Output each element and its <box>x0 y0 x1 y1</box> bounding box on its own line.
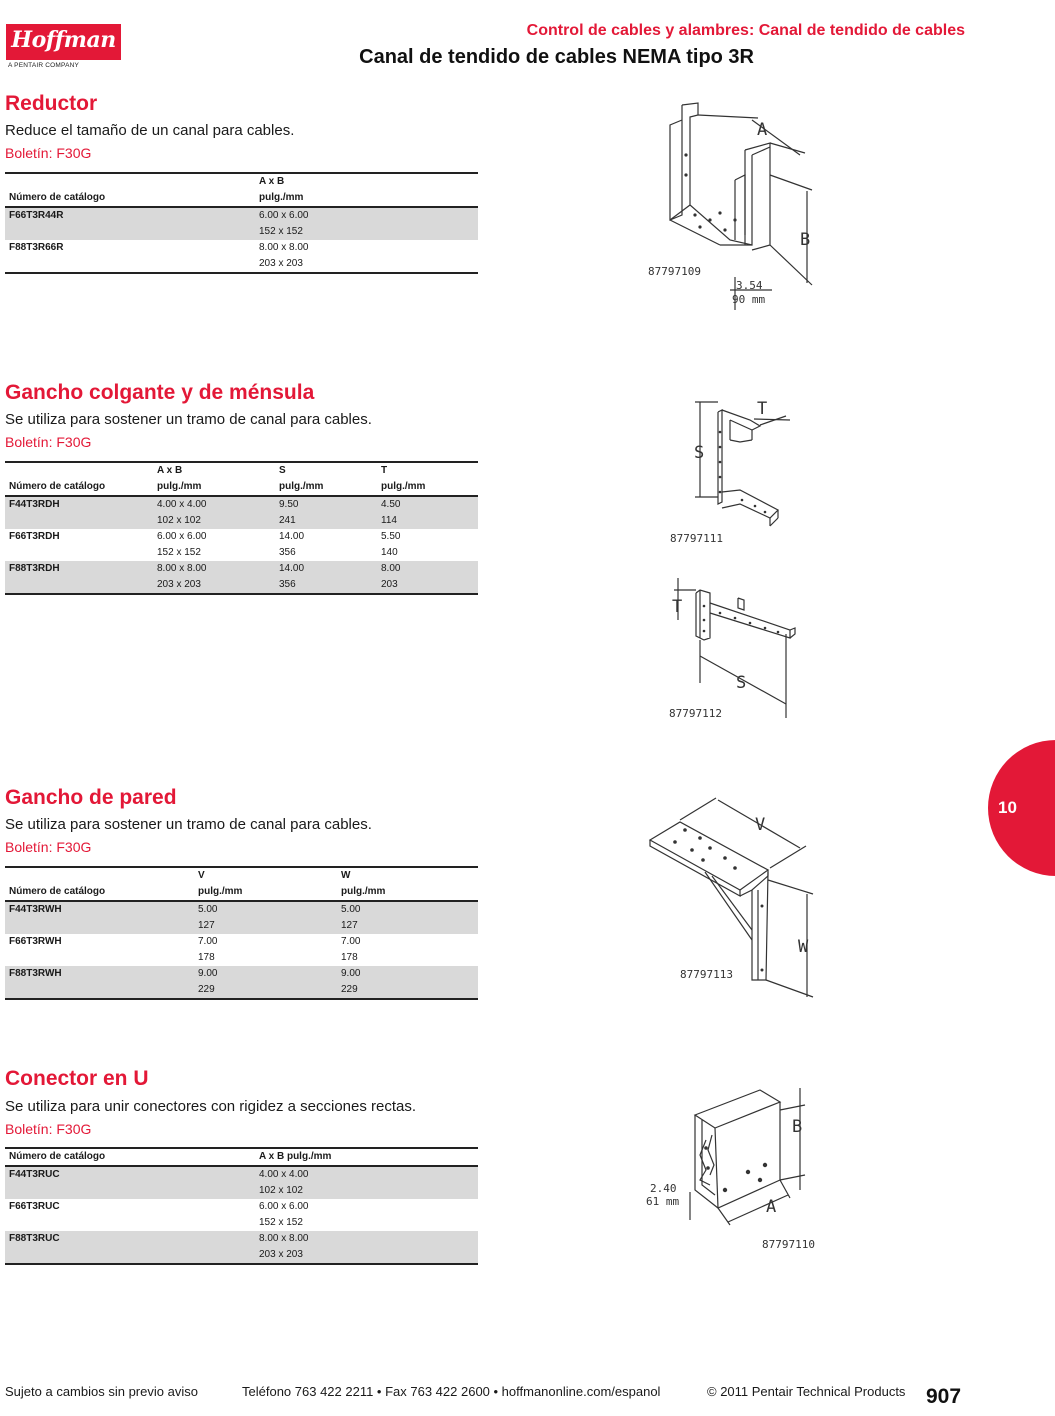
table-row <box>5 1183 478 1199</box>
cell: 4.00 x 4.00 <box>255 1166 478 1183</box>
hoffman-logo <box>6 24 121 60</box>
col-header: pulg./mm <box>255 190 478 207</box>
cell: 6.00 x 6.00 <box>157 531 207 542</box>
section-desc-gancho-colgante: Se utiliza para sostener un tramo de canal para cables. <box>5 411 372 428</box>
catalog-number: F66T3RWH <box>9 936 62 947</box>
cell: 127 <box>194 918 337 934</box>
table-row <box>5 982 478 999</box>
col-header: Número de catálogo <box>5 190 255 207</box>
figure-id: 87797113 <box>680 968 733 981</box>
section-title-gancho-pared: Gancho de pared <box>5 786 177 809</box>
cell: 14.00 <box>279 531 305 542</box>
catalog-number: F88T3R66R <box>9 242 64 253</box>
logo-subtitle: A PENTAIR COMPANY <box>8 62 80 69</box>
cell: 4.50 <box>377 496 478 513</box>
table-row <box>5 513 478 529</box>
table-row <box>5 950 478 966</box>
catalog-number: F44T3RDH <box>5 496 153 513</box>
col-header: Número de catálogo <box>5 1148 255 1166</box>
section-bulletin-reductor: Boletín: F30G <box>5 145 92 161</box>
dimension-label: W <box>798 937 809 957</box>
cell: 9.00 <box>194 966 337 982</box>
catalog-number: F66T3RDH <box>9 531 60 542</box>
col-header: T <box>381 465 388 476</box>
cell: 356 <box>279 547 296 558</box>
col-header: pulg./mm <box>337 884 478 901</box>
dimension-label: S <box>694 443 705 463</box>
cell: 102 x 102 <box>153 513 275 529</box>
col-header: pulg./mm <box>153 479 275 496</box>
dimension-label: B <box>792 1117 803 1137</box>
figure-id: 87797110 <box>762 1238 815 1251</box>
section-title-conector-u: Conector en U <box>5 1067 149 1090</box>
spec-table-gancho-colgante <box>5 461 478 595</box>
figure-id: 87797111 <box>670 532 723 545</box>
cell: 178 <box>198 952 215 963</box>
logo-text: Hoffman <box>11 27 116 53</box>
table-row <box>5 496 478 513</box>
bracket-diagram <box>660 568 810 723</box>
section-title-gancho-colgante: Gancho colgante y de ménsula <box>5 381 315 404</box>
cell: 203 x 203 <box>255 1247 478 1264</box>
cell: 7.00 <box>198 936 218 947</box>
cell: 8.00 <box>377 561 478 577</box>
col-header: A x B pulg./mm <box>255 1148 478 1166</box>
col-header: pulg./mm <box>377 479 478 496</box>
catalog-number: F88T3RWH <box>5 966 194 982</box>
col-header: A x B <box>157 465 183 476</box>
table-row <box>5 966 478 982</box>
dimension-label: A <box>757 120 768 140</box>
cell: 5.00 <box>337 901 478 918</box>
col-header: A x B <box>259 176 285 187</box>
col-header: Número de catálogo <box>5 884 194 901</box>
table-row <box>5 207 478 224</box>
header-category: Control de cables y alambres: Canal de tendido de cables <box>526 22 965 39</box>
section-bulletin-gancho-pared: Boletín: F30G <box>5 839 92 855</box>
reducer-diagram <box>640 95 820 315</box>
dimension-label: 90 mm <box>732 293 766 306</box>
cell: 14.00 <box>275 561 377 577</box>
col-header: pulg./mm <box>194 884 337 901</box>
cell: 4.00 x 4.00 <box>153 496 275 513</box>
table-row <box>5 918 478 934</box>
cell: 9.50 <box>275 496 377 513</box>
table-row <box>5 1247 478 1264</box>
dimension-label: 61 mm <box>646 1195 680 1208</box>
cell: 7.00 <box>341 936 361 947</box>
catalog-number: F66T3RUC <box>9 1201 60 1212</box>
cell: 8.00 x 8.00 <box>255 1231 478 1247</box>
catalog-number: F88T3RUC <box>5 1231 255 1247</box>
section-title-reductor: Reductor <box>5 92 98 115</box>
cell: 152 x 152 <box>259 1217 303 1228</box>
dimension-label: S <box>736 673 747 693</box>
cell: 229 <box>194 982 337 999</box>
spec-table-conector-u <box>5 1147 478 1265</box>
catalog-number: F44T3RWH <box>5 901 194 918</box>
table-row <box>5 1231 478 1247</box>
catalog-number: F66T3R44R <box>5 207 255 224</box>
table-row <box>5 240 478 256</box>
cell: 203 x 203 <box>259 258 303 269</box>
table-row <box>5 224 478 240</box>
col-header: S <box>279 465 286 476</box>
section-bulletin-gancho-colgante: Boletín: F30G <box>5 434 92 450</box>
cell: 114 <box>377 513 478 529</box>
table-row <box>5 1166 478 1183</box>
table-row <box>5 256 478 273</box>
figure-id: 87797112 <box>669 707 722 720</box>
cell: 356 <box>275 577 377 594</box>
cell: 203 x 203 <box>153 577 275 594</box>
col-header: W <box>341 870 351 881</box>
u-connector-diagram <box>640 1080 830 1255</box>
col-header: V <box>198 870 205 881</box>
chapter-tab-number: 10 <box>998 798 1017 817</box>
table-row <box>5 545 478 561</box>
cell: 5.50 <box>381 531 401 542</box>
section-desc-gancho-pared: Se utiliza para sostener un tramo de canal para cables. <box>5 816 372 833</box>
cell: 8.00 x 8.00 <box>259 242 309 253</box>
spec-table-gancho-pared <box>5 866 478 1000</box>
table-row <box>5 901 478 918</box>
cell: 229 <box>337 982 478 999</box>
table-row <box>5 1199 478 1215</box>
cell: 9.00 <box>337 966 478 982</box>
spec-table-reductor <box>5 172 478 274</box>
cell: 6.00 x 6.00 <box>255 207 478 224</box>
col-header: Número de catálogo <box>5 479 153 496</box>
cell: 152 x 152 <box>157 547 201 558</box>
footer-copyright: © 2011 Pentair Technical Products <box>707 1384 906 1399</box>
dimension-label: B <box>800 230 811 250</box>
wall-hanger-diagram <box>640 790 820 1005</box>
cell: 6.00 x 6.00 <box>259 1201 309 1212</box>
table-row <box>5 1215 478 1231</box>
dimension-label: 2.40 <box>650 1182 677 1195</box>
section-desc-reductor: Reduce el tamaño de un canal para cables. <box>5 122 295 139</box>
footer-contact: Teléfono 763 422 2211 • Fax 763 422 2600 • hoffmanonline.com/espanol <box>242 1384 661 1399</box>
catalog-number: F88T3RDH <box>5 561 153 577</box>
page-number: 907 <box>926 1385 962 1408</box>
col-header: pulg./mm <box>275 479 377 496</box>
dimension-label: A <box>766 1197 777 1217</box>
cell: 178 <box>341 952 358 963</box>
dimension-label: 3.54 <box>736 279 763 292</box>
footer-notice: Sujeto a cambios sin previo aviso <box>5 1384 198 1399</box>
cell: 5.00 <box>194 901 337 918</box>
cell: 102 x 102 <box>255 1183 478 1199</box>
section-bulletin-conector-u: Boletín: F30G <box>5 1121 92 1137</box>
cell: 241 <box>275 513 377 529</box>
dimension-label: T <box>757 399 768 419</box>
table-row <box>5 561 478 577</box>
catalog-number: F44T3RUC <box>5 1166 255 1183</box>
hanger-diagram <box>660 392 800 552</box>
section-desc-conector-u: Se utiliza para unir conectores con rigidez a secciones rectas. <box>5 1098 417 1115</box>
figure-id: 87797109 <box>648 265 701 278</box>
table-row <box>5 577 478 594</box>
page-title: Canal de tendido de cables NEMA tipo 3R <box>359 46 754 68</box>
cell: 140 <box>381 547 398 558</box>
cell: 152 x 152 <box>255 224 478 240</box>
dimension-label: T <box>672 597 683 617</box>
dimension-label: V <box>755 815 766 835</box>
cell: 127 <box>337 918 478 934</box>
cell: 203 <box>377 577 478 594</box>
table-row <box>5 529 478 545</box>
cell: 8.00 x 8.00 <box>153 561 275 577</box>
table-row <box>5 934 478 950</box>
